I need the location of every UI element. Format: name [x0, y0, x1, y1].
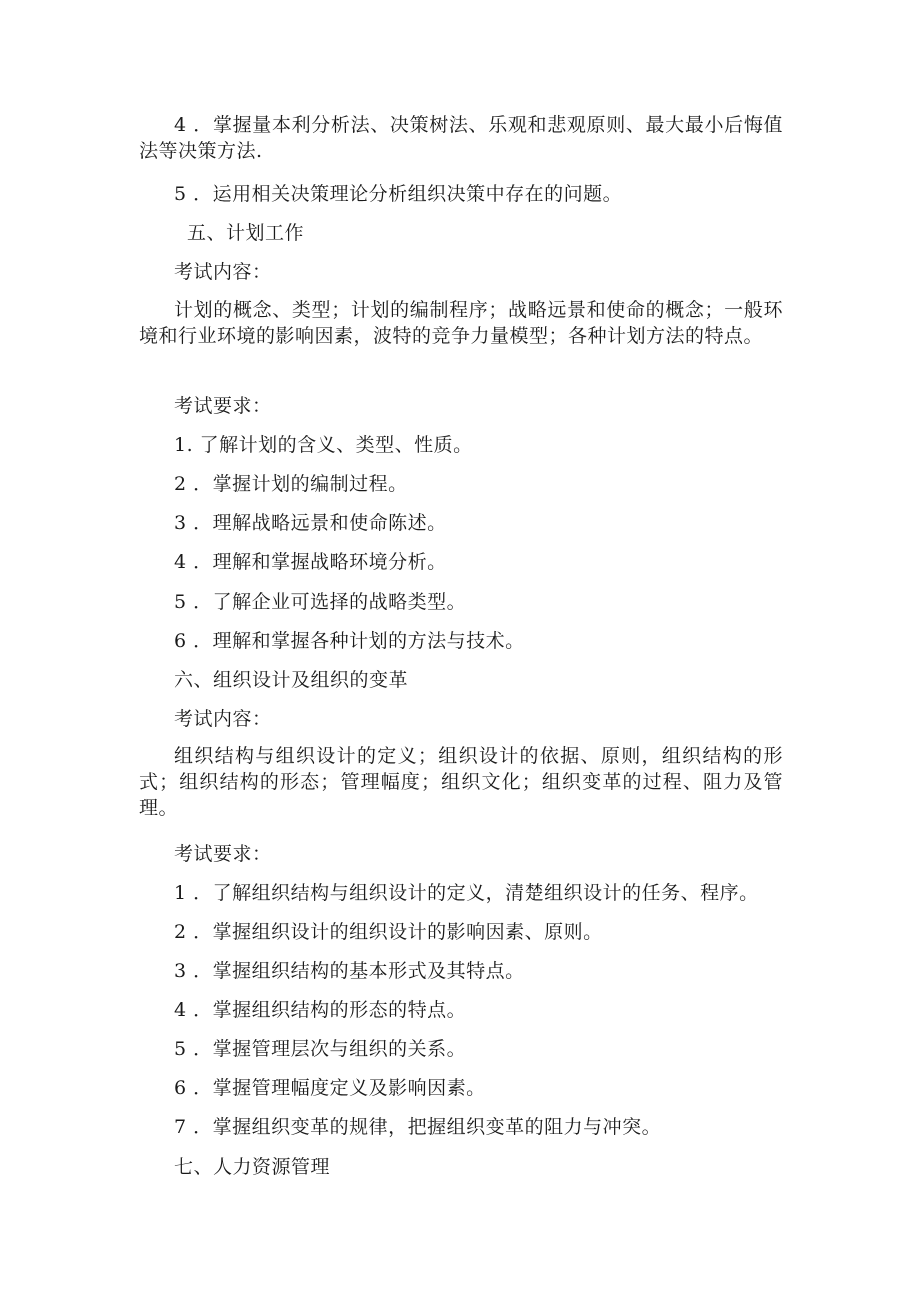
- organization-requirement-5: 5 ．掌握管理层次与组织的关系。: [174, 1038, 467, 1060]
- exam-requirements-label: 考试要求：: [174, 395, 272, 417]
- exam-content-label: 考试内容：: [174, 261, 272, 283]
- exam-content-planning: 计划的概念、类型；计划的编制程序；战略远景和使命的概念；一般环境和行业环境的影响因素，波特的竞争力量模型；各种计划方法的特点。: [139, 299, 783, 347]
- organization-requirement-4: 4 ．掌握组织结构的形态的特点。: [174, 999, 467, 1021]
- section-heading-organization-design: 六、组织设计及组织的变革: [174, 669, 409, 691]
- organization-requirement-3: 3 ．掌握组织结构的基本形式及其特点。: [174, 960, 525, 982]
- organization-requirement-2: 2 ．掌握组织设计的组织设计的影响因素、原则。: [174, 921, 603, 943]
- organization-requirement-6: 6 ．掌握管理幅度定义及影响因素。: [174, 1077, 486, 1099]
- planning-requirement-6: 6 ．理解和掌握各种计划的方法与技术。: [174, 630, 525, 652]
- planning-requirement-5: 5 ．了解企业可选择的战略类型。: [174, 591, 467, 613]
- section-heading-human-resources: 七、人力资源管理: [174, 1156, 331, 1178]
- requirement-item-4-decision-methods: 4 ．掌握量本利分析法、决策树法、乐观和悲观原则、最大最小后悔值法等决策方法.: [139, 114, 783, 162]
- exam-content-label: 考试内容：: [174, 708, 272, 730]
- planning-requirement-1: 1. 了解计划的含义、类型、性质。: [174, 434, 473, 456]
- requirement-item-5-decision-analysis: 5 ．运用相关决策理论分析组织决策中存在的问题。: [174, 183, 623, 205]
- organization-requirement-7: 7 ．掌握组织变革的规律，把握组织变革的阻力与冲突。: [174, 1116, 662, 1138]
- exam-content-organization: 组织结构与组织设计的定义；组织设计的依据、原则，组织结构的形式；组织结构的形态；管理幅度；组织文化；组织变革的过程、阻力及管理。: [139, 745, 783, 819]
- planning-requirement-3: 3 ．理解战略远景和使命陈述。: [174, 512, 447, 534]
- organization-requirement-1: 1 ．了解组织结构与组织设计的定义，清楚组织设计的任务、程序。: [174, 882, 759, 904]
- section-heading-planning: 五、计划工作: [187, 222, 305, 244]
- planning-requirement-4: 4 ．理解和掌握战略环境分析。: [174, 551, 447, 573]
- exam-requirements-label: 考试要求：: [174, 843, 272, 865]
- planning-requirement-2: 2 ．掌握计划的编制过程。: [174, 473, 408, 495]
